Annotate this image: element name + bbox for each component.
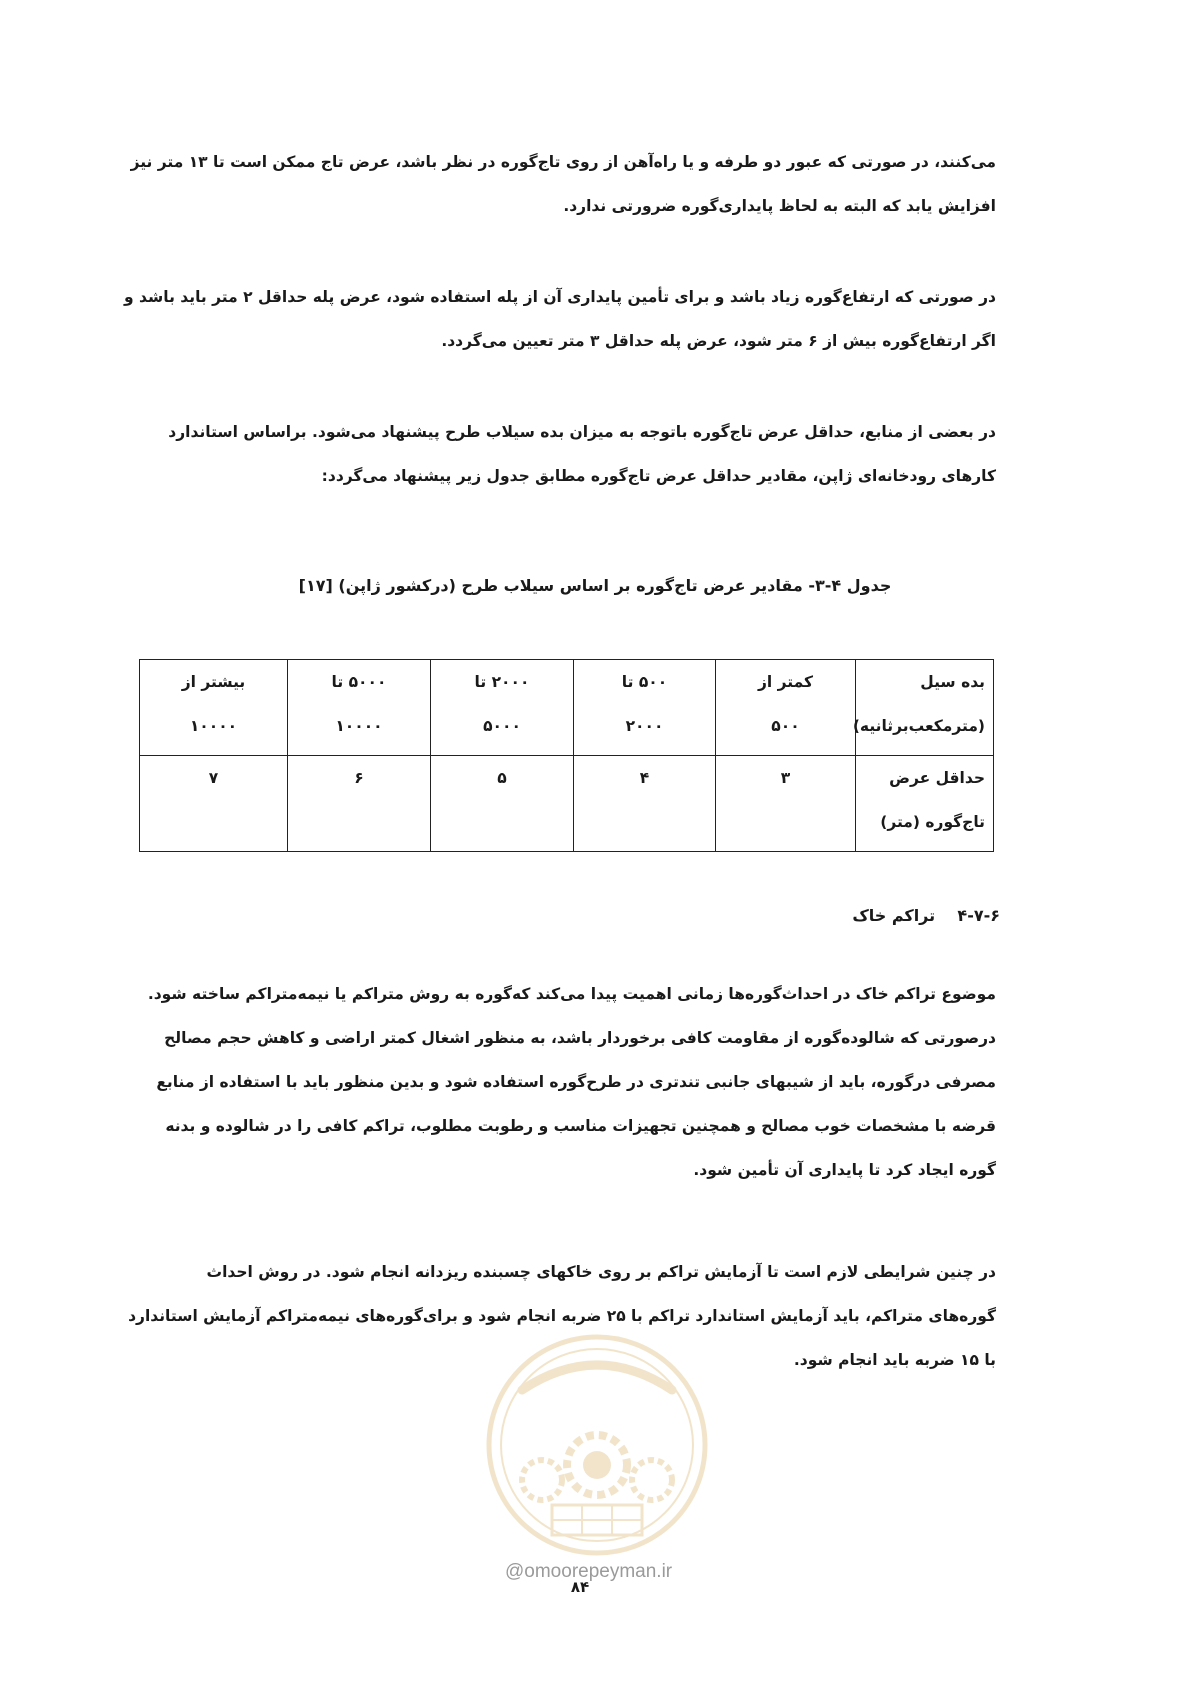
table-caption: جدول ۴-۳- مقادیر عرض تاج‌گوره بر اساس سیلاب طرح (درکشور ژاپن) [۱۷] <box>298 576 892 595</box>
crest-width-table <box>139 659 994 852</box>
table-cell: ۶ <box>288 756 431 852</box>
watermark-logo <box>482 1330 712 1560</box>
paragraph-line: موضوع تراکم خاک در احداث‌گوره‌ها زمانی اهمیت پیدا می‌کند که‌گوره به روش متراکم یا نیمه‌متراکم ساخته شود. <box>147 985 996 1003</box>
paragraph-2 <box>124 275 996 363</box>
table-cell: بیشتر از ۱۰۰۰۰ <box>140 660 288 756</box>
section-number: ۴-۷-۶ <box>957 906 1000 925</box>
table-cell: ۴ <box>574 756 716 852</box>
paragraph-3 <box>138 410 996 498</box>
table-header-cell: بده سیل (مترمکعب‌برثانیه) <box>856 660 994 756</box>
watermark-text: @omoorepeyman.ir <box>505 1561 673 1582</box>
paragraph-line: کارهای رودخانه‌ای ژاپن، مقادیر حداقل عرض تاج‌گوره مطابق جدول زیر پیشنهاد می‌گردد: <box>321 467 996 485</box>
table-cell: ۵۰۰ تا ۲۰۰۰ <box>574 660 716 756</box>
paragraph-4 <box>138 972 996 1192</box>
table-header-cell: حداقل عرض تاج‌گوره (متر) <box>856 756 994 852</box>
section-heading <box>700 906 1000 925</box>
section-title: تراکم خاک <box>852 906 936 925</box>
table-row <box>140 660 994 756</box>
paragraph-line: در بعضی از منابع، حداقل عرض تاج‌گوره باتوجه به میزان بده سیلاب طرح پیشنهاد می‌شود. براساس استاندارد <box>168 423 996 441</box>
paragraph-line: می‌کنند، در صورتی که عبور دو طرفه و یا راه‌آهن از روی تاج‌گوره در نظر باشد، عرض تاج ممکن است تا ۱۳ متر نیز <box>130 153 996 171</box>
paragraph-line: قرضه با مشخصات خوب مصالح و همچنین تجهیزات مناسب و رطوبت مطلوب، تراکم کافی را در شالوده و بدنه <box>165 1117 996 1135</box>
table-cell: کمتر از ۵۰۰ <box>716 660 856 756</box>
paragraph-line: درصورتی که شالوده‌گوره از مقاومت کافی برخوردار باشد، به منظور اشغال کمتر اراضی و کاهش حجم مصالح <box>164 1029 996 1047</box>
paragraph-line: با ۱۵ ضربه باید انجام شود. <box>793 1351 996 1369</box>
table-cell: ۷ <box>140 756 288 852</box>
paragraph-line: در صورتی که ارتفاع‌گوره زیاد باشد و برای تأمین پایداری آن از پله استفاده شود، عرض پله حداقل ۲ متر باید باشد و <box>124 288 996 306</box>
table-cell: ۵ <box>431 756 574 852</box>
paragraph-1 <box>130 140 996 228</box>
paragraph-line: اگر ارتفاع‌گوره بیش از ۶ متر شود، عرض پله حداقل ۳ متر تعیین می‌گردد. <box>441 332 996 350</box>
paragraph-line: افزایش یابد که البته به لحاظ پایداری‌گوره ضرورتی ندارد. <box>563 197 996 215</box>
table-cell: ۳ <box>716 756 856 852</box>
paragraph-line: مصرفی درگوره، باید از شیبهای جانبی تندتری در طرح‌گوره استفاده شود و بدین منظور باید با استفاده از منابع <box>156 1073 996 1091</box>
page-number: ۸۴ <box>570 1578 590 1596</box>
table-cell: ۵۰۰۰ تا ۱۰۰۰۰ <box>288 660 431 756</box>
paragraph-line: گوره‌های متراکم، باید آزمایش استاندارد تراکم با ۲۵ ضربه انجام شود و برای‌گوره‌های نیمه‌متراکم آزمایش استاندارد <box>128 1307 996 1325</box>
paragraph-line: در چنین شرایطی لازم است تا آزمایش تراکم بر روی خاکهای چسبنده ریزدانه انجام شود. در روش احداث <box>206 1263 996 1281</box>
table-cell: ۲۰۰۰ تا ۵۰۰۰ <box>431 660 574 756</box>
table-row <box>140 756 994 852</box>
paragraph-line: گوره ایجاد کرد تا پایداری آن تأمین شود. <box>693 1161 996 1179</box>
